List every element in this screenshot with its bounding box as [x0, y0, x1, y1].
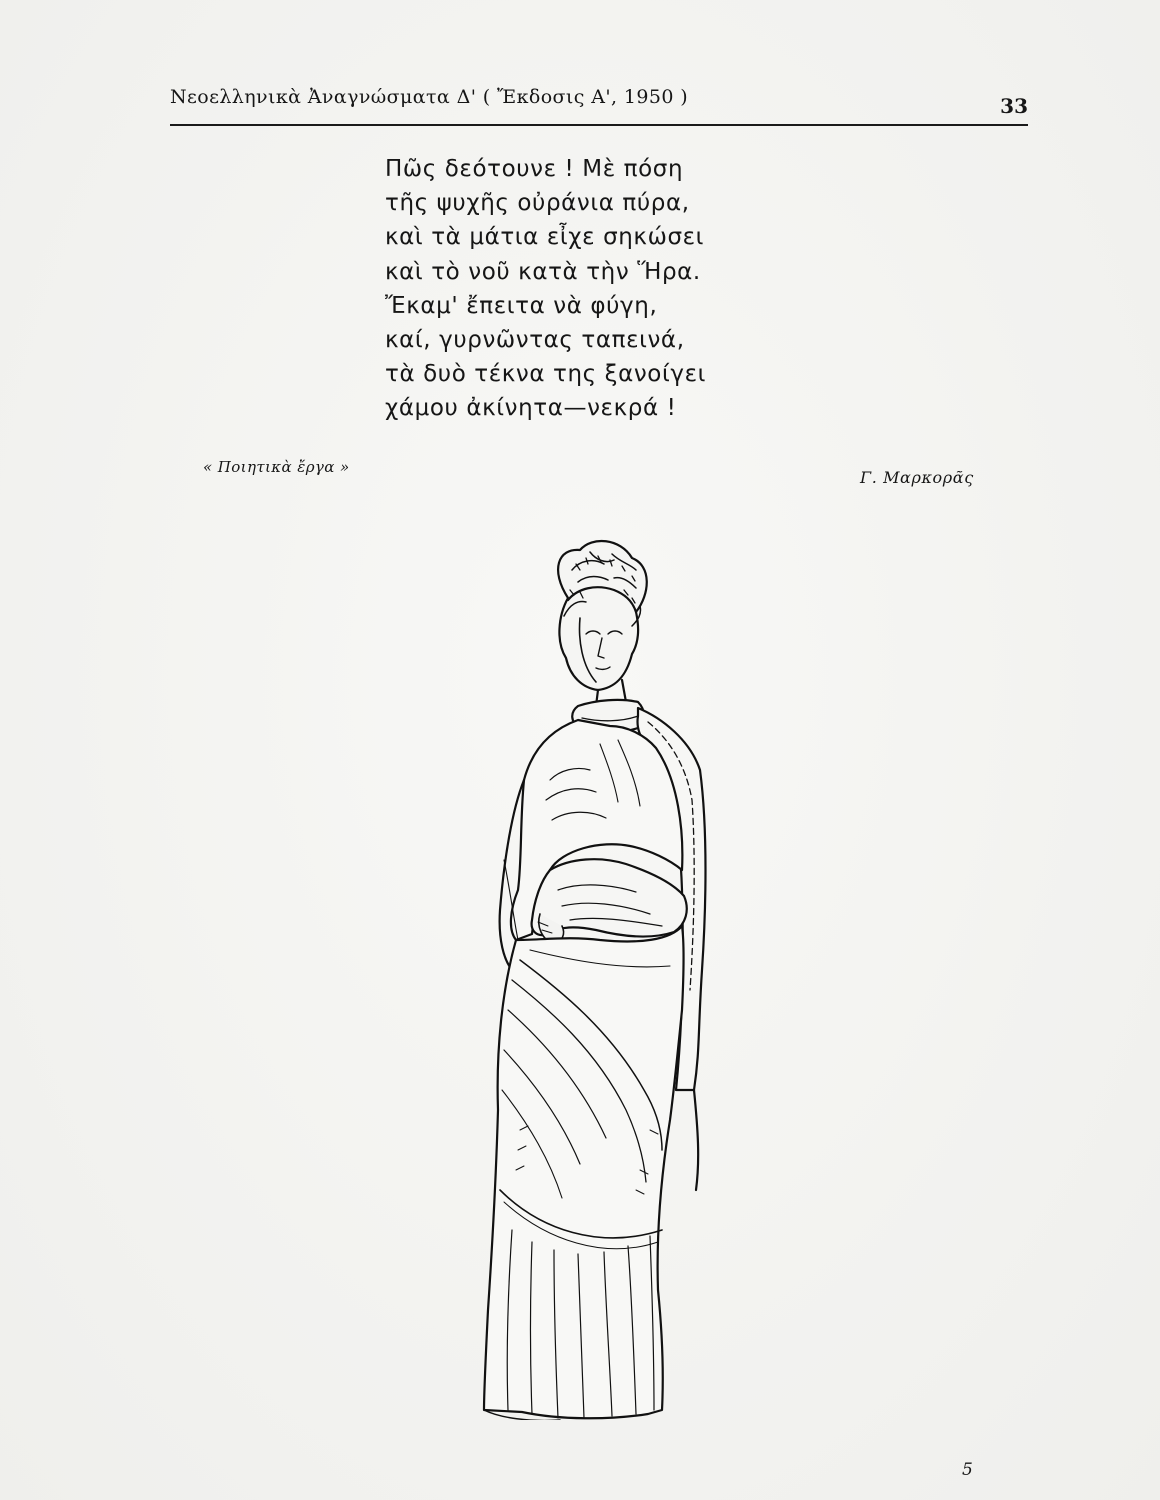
- lower-drapery: [484, 926, 684, 1420]
- header-title: Νεοελληνικὰ Ἀναγνώσματα Δ' ( Ἔκδοσις Α', 1950 ): [170, 86, 689, 108]
- statue-illustration-icon: [400, 530, 760, 1420]
- poem-line: καὶ τὸ νοῦ κατὰ τὴν Ἥρα.: [385, 258, 701, 285]
- poem: [385, 152, 805, 426]
- header-rule: [170, 124, 1028, 126]
- poem-line: τῆς ψυχῆς οὐράνια πύρα,: [385, 190, 690, 217]
- footer-signature-mark: 5: [962, 1460, 973, 1480]
- poem-line: Ἔκαμ' ἔπειτα νὰ φύγη,: [385, 292, 658, 319]
- page-number: 33: [1000, 94, 1028, 118]
- running-header: [170, 86, 1028, 120]
- head: [558, 541, 647, 690]
- poem-line: τὰ δυὸ τέκνα της ξανοίγει: [385, 361, 706, 388]
- folded-arm: [532, 859, 687, 944]
- poem-line: χάμου ἀκίνητα—νεκρά !: [385, 395, 677, 422]
- poem-line: καί, γυρνῶντας ταπεινά,: [385, 326, 685, 353]
- author-name: Γ. Μαρκορᾶς: [860, 468, 974, 487]
- poem-line: Πῶς δεότουνε ! Μὲ πόση: [385, 156, 684, 182]
- poem-line: καὶ τὰ μάτια εἶχε σηκώσει: [385, 224, 705, 251]
- source-citation: « Ποιητικὰ ἔργα »: [203, 458, 350, 476]
